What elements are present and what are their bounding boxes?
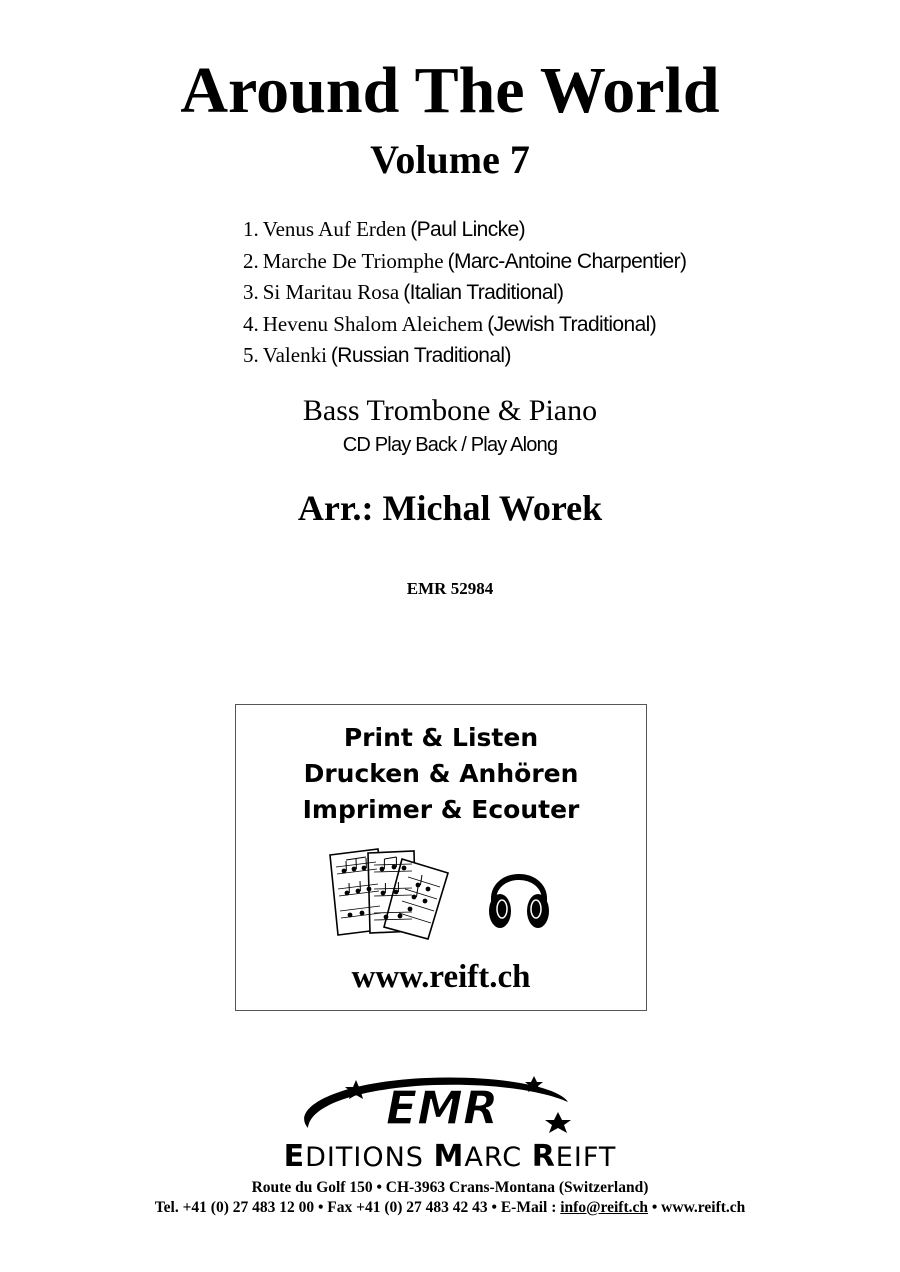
publisher-address: Route du Golf 150 • CH-3963 Crans-Montana (Switzerland) (251, 1179, 649, 1196)
publisher-initial: E (283, 1139, 306, 1174)
list-item (243, 340, 686, 372)
track-title: Venus Auf Erden (262, 217, 407, 241)
publisher-word: ARC (464, 1142, 532, 1173)
instrumentation: Bass Trombone & Piano (302, 394, 598, 427)
track-list (243, 214, 686, 372)
print-listen-box (235, 704, 647, 1011)
publisher-word: EIFT (555, 1142, 617, 1173)
track-composer: (Paul Lincke) (410, 218, 525, 241)
track-composer: (Jewish Traditional) (487, 312, 657, 336)
track-title: Valenki (262, 343, 327, 367)
list-item (243, 309, 686, 341)
list-item (243, 214, 686, 246)
track-composer: (Marc-Antoine Charpentier) (447, 249, 687, 273)
emr-logo (296, 1072, 586, 1136)
email-link[interactable]: info@reift.ch (560, 1199, 648, 1216)
publisher-initial: M (433, 1139, 465, 1174)
track-composer: (Italian Traditional) (403, 281, 564, 304)
promo-line-german: Drucken & Anhören (303, 759, 579, 788)
page-title: Around The World (180, 54, 720, 127)
contact-website: • www.reift.ch (648, 1199, 746, 1216)
promo-line-english: Print & Listen (343, 723, 539, 752)
list-item (243, 277, 686, 309)
track-title: Marche De Triomphe (262, 248, 444, 273)
track-number: 3. (243, 280, 259, 304)
sheet-music-icon (328, 847, 452, 941)
website-link[interactable]: www.reift.ch (351, 959, 531, 995)
logo-text: EMR (385, 1081, 499, 1135)
volume-label: Volume 7 (370, 137, 530, 182)
headphones-icon (486, 855, 552, 935)
track-title: Hevenu Shalom Aleichem (262, 311, 484, 336)
publisher-word: DITIONS (305, 1142, 434, 1173)
promo-line-french: Imprimer & Ecouter (302, 795, 580, 824)
publisher-contact (0, 1200, 900, 1216)
arranger: Arr.: Michal Worek (297, 488, 603, 528)
track-number: 5. (243, 343, 259, 367)
contact-phone-fax: Tel. +41 (0) 27 483 12 00 • Fax +41 (0) 27 483 42 43 • E-Mail : (154, 1199, 561, 1216)
track-number: 4. (243, 311, 259, 336)
list-item (243, 246, 686, 278)
catalog-number: EMR 52984 (406, 579, 494, 598)
cd-note: CD Play Back / Play Along (342, 434, 558, 456)
track-number: 2. (243, 248, 259, 273)
track-composer: (Russian Traditional) (330, 344, 511, 367)
publisher-initial: R (531, 1139, 556, 1174)
track-title: Si Maritau Rosa (262, 280, 400, 304)
track-number: 1. (243, 217, 259, 241)
publisher-name (0, 1139, 900, 1174)
